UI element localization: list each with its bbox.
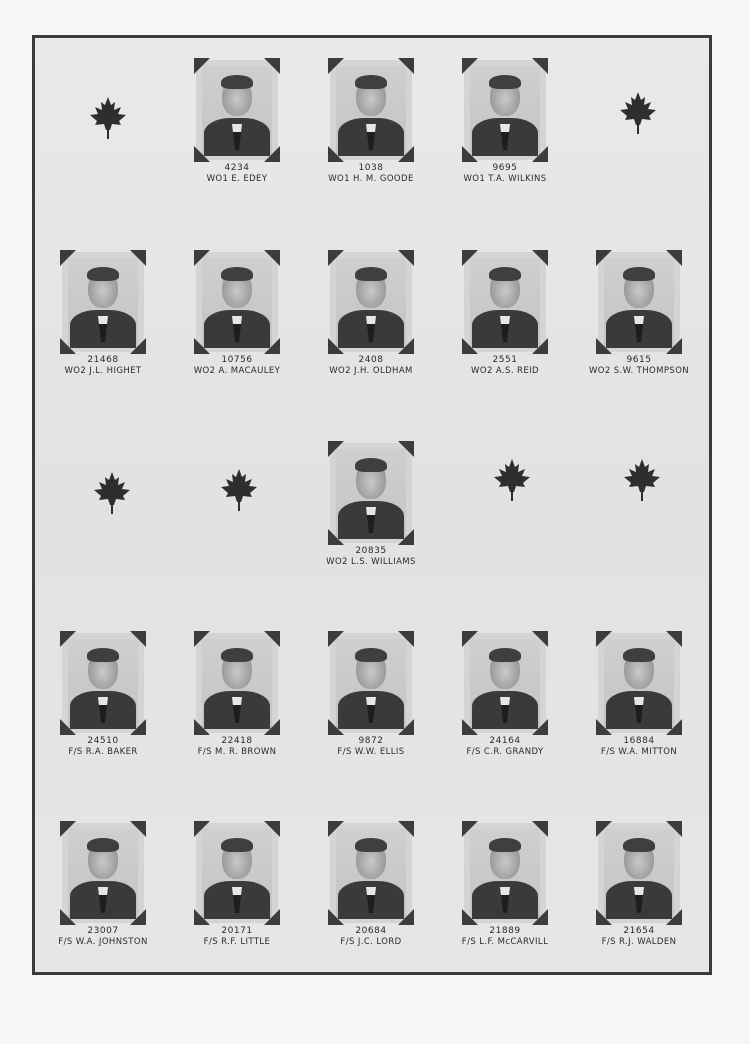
rank-and-name: WO2 J.L. HIGHET	[64, 365, 142, 376]
rank-and-name: F/S W.A. JOHNSTON	[58, 936, 148, 947]
portrait-image	[336, 66, 406, 156]
portrait-photo	[62, 633, 144, 733]
rank-and-name: F/S R.J. WALDEN	[601, 936, 677, 947]
photo-corner	[264, 146, 280, 162]
photo-corner	[596, 719, 612, 735]
service-number: 24510	[87, 736, 119, 746]
photo-corner	[328, 821, 344, 837]
photo-corner	[130, 338, 146, 354]
portrait-photo	[330, 252, 412, 352]
portrait-image	[202, 639, 272, 729]
portrait-photo	[196, 252, 278, 352]
rank-and-name: WO1 T.A. WILKINS	[463, 173, 547, 184]
rank-and-name: WO2 S.W. THOMPSON	[588, 365, 690, 376]
photo-corner	[462, 631, 478, 647]
photo-corner	[194, 909, 210, 925]
photo-corner	[398, 631, 414, 647]
photo-corner	[130, 631, 146, 647]
photo-corner	[264, 821, 280, 837]
portrait-image	[336, 829, 406, 919]
portrait-card	[311, 823, 431, 947]
portrait-card	[311, 252, 431, 376]
photo-corner	[532, 146, 548, 162]
photo-corner	[328, 146, 344, 162]
photo-corner	[398, 250, 414, 266]
portrait-caption	[445, 926, 565, 947]
rank-and-name: WO2 L.S. WILLIAMS	[326, 556, 416, 567]
photo-corner	[532, 909, 548, 925]
photo-corner	[130, 250, 146, 266]
portrait-photo	[62, 823, 144, 923]
photo-corner	[666, 631, 682, 647]
maple-leaf-icon	[618, 90, 658, 136]
photo-corner	[264, 58, 280, 74]
portrait-photo	[464, 60, 546, 160]
portrait-caption	[311, 546, 431, 567]
photo-corner	[194, 719, 210, 735]
portrait-photo	[196, 823, 278, 923]
maple-leaf-icon	[92, 470, 132, 516]
maple-leaf-icon	[88, 95, 128, 141]
photo-corner	[60, 821, 76, 837]
photo-corner	[398, 719, 414, 735]
portrait-caption	[43, 926, 163, 947]
portrait-image	[470, 258, 540, 348]
rank-and-name: F/S R.A. BAKER	[68, 746, 138, 757]
photo-corner	[60, 909, 76, 925]
photo-corner	[328, 58, 344, 74]
rank-and-name: F/S M. R. BROWN	[197, 746, 277, 757]
portrait-caption	[177, 163, 297, 184]
portrait-card	[579, 252, 699, 376]
portrait-image	[604, 829, 674, 919]
photo-corner	[596, 909, 612, 925]
photo-corner	[666, 909, 682, 925]
portrait-photo	[464, 633, 546, 733]
photo-corner	[60, 338, 76, 354]
photo-corner	[398, 821, 414, 837]
photo-corner	[666, 719, 682, 735]
service-number: 10756	[221, 355, 253, 365]
photo-corner	[60, 631, 76, 647]
photo-corner	[194, 58, 210, 74]
photo-corner	[398, 909, 414, 925]
photo-corner	[398, 58, 414, 74]
portrait-caption	[177, 926, 297, 947]
photo-corner	[596, 631, 612, 647]
portrait-image	[68, 258, 138, 348]
portrait-caption	[311, 163, 431, 184]
portrait-card	[445, 823, 565, 947]
portrait-photo	[464, 823, 546, 923]
portrait-image	[336, 258, 406, 348]
portrait-card	[177, 823, 297, 947]
portrait-caption	[579, 926, 699, 947]
portrait-caption	[445, 355, 565, 376]
portrait-image	[470, 829, 540, 919]
portrait-card	[445, 633, 565, 757]
photo-corner	[462, 58, 478, 74]
service-number: 16884	[623, 736, 655, 746]
service-number: 1038	[358, 163, 384, 173]
portrait-caption	[177, 355, 297, 376]
photo-corner	[194, 821, 210, 837]
portrait-card	[445, 252, 565, 376]
rank-and-name: F/S L.F. McCARVILL	[461, 936, 549, 947]
portrait-card	[445, 60, 565, 184]
portrait-image	[202, 258, 272, 348]
portrait-card	[311, 443, 431, 567]
portrait-caption	[43, 355, 163, 376]
photo-corner	[462, 338, 478, 354]
portrait-card	[311, 60, 431, 184]
portrait-image	[202, 66, 272, 156]
service-number: 4234	[224, 163, 250, 173]
service-number: 2551	[492, 355, 518, 365]
portrait-caption	[43, 736, 163, 757]
service-number: 20684	[355, 926, 387, 936]
photo-corner	[596, 821, 612, 837]
service-number: 24164	[489, 736, 521, 746]
photo-corner	[130, 821, 146, 837]
photo-corner	[328, 529, 344, 545]
rank-and-name: WO1 E. EDEY	[206, 173, 268, 184]
portrait-caption	[311, 355, 431, 376]
portrait-photo	[598, 252, 680, 352]
portrait-caption	[579, 736, 699, 757]
portrait-card	[43, 252, 163, 376]
photo-corner	[462, 821, 478, 837]
photo-corner	[264, 338, 280, 354]
portrait-image	[470, 639, 540, 729]
portrait-photo	[330, 823, 412, 923]
photo-corner	[462, 146, 478, 162]
service-number: 20171	[221, 926, 253, 936]
photo-corner	[532, 250, 548, 266]
photo-corner	[328, 338, 344, 354]
portrait-photo	[330, 443, 412, 543]
rank-and-name: WO1 H. M. GOODE	[328, 173, 414, 184]
portrait-caption	[311, 736, 431, 757]
photo-corner	[666, 250, 682, 266]
service-number: 2408	[358, 355, 384, 365]
portrait-card	[579, 633, 699, 757]
portrait-card	[43, 633, 163, 757]
portrait-image	[68, 639, 138, 729]
photo-corner	[194, 250, 210, 266]
rank-and-name: F/S J.C. LORD	[340, 936, 402, 947]
portrait-image	[604, 639, 674, 729]
photo-corner	[264, 909, 280, 925]
rank-and-name: WO2 A.S. REID	[471, 365, 539, 376]
photo-corner	[398, 338, 414, 354]
portrait-caption	[177, 736, 297, 757]
photo-corner	[532, 338, 548, 354]
photo-corner	[666, 821, 682, 837]
photo-corner	[130, 909, 146, 925]
photo-corner	[532, 58, 548, 74]
photo-corner	[398, 146, 414, 162]
portrait-image	[470, 66, 540, 156]
service-number: 20835	[355, 546, 387, 556]
photo-corner	[532, 719, 548, 735]
photo-corner	[462, 719, 478, 735]
service-number: 21468	[87, 355, 119, 365]
maple-leaf-icon	[492, 457, 532, 503]
portrait-image	[336, 639, 406, 729]
photo-corner	[130, 719, 146, 735]
service-number: 9695	[492, 163, 518, 173]
portrait-image	[202, 829, 272, 919]
photo-corner	[532, 821, 548, 837]
photo-corner	[532, 631, 548, 647]
photo-corner	[194, 146, 210, 162]
portrait-card	[177, 60, 297, 184]
portrait-photo	[330, 60, 412, 160]
photo-corner	[194, 338, 210, 354]
maple-leaf-icon	[622, 457, 662, 503]
portrait-image	[604, 258, 674, 348]
photo-corner	[596, 250, 612, 266]
photo-corner	[60, 719, 76, 735]
service-number: 22418	[221, 736, 253, 746]
photo-corner	[264, 250, 280, 266]
photo-corner	[328, 909, 344, 925]
photo-corner	[60, 250, 76, 266]
rank-and-name: WO2 J.H. OLDHAM	[329, 365, 413, 376]
rank-and-name: F/S W.A. MITTON	[600, 746, 678, 757]
portrait-card	[579, 823, 699, 947]
portrait-caption	[445, 736, 565, 757]
portrait-caption	[579, 355, 699, 376]
photo-corner	[194, 631, 210, 647]
rank-and-name: F/S W.W. ELLIS	[337, 746, 405, 757]
service-number: 9615	[626, 355, 652, 365]
photo-corner	[398, 441, 414, 457]
portrait-card	[43, 823, 163, 947]
service-number: 21654	[623, 926, 655, 936]
rank-and-name: F/S C.R. GRANDY	[466, 746, 544, 757]
rank-and-name: F/S R.F. LITTLE	[203, 936, 271, 947]
service-number: 23007	[87, 926, 119, 936]
photo-corner	[328, 441, 344, 457]
portrait-card	[311, 633, 431, 757]
portrait-image	[336, 449, 406, 539]
portrait-image	[68, 829, 138, 919]
portrait-photo	[598, 823, 680, 923]
rank-and-name: WO2 A. MACAULEY	[193, 365, 281, 376]
photo-corner	[398, 529, 414, 545]
photo-corner	[328, 719, 344, 735]
portrait-photo	[598, 633, 680, 733]
portrait-photo	[62, 252, 144, 352]
portrait-caption	[445, 163, 565, 184]
portrait-card	[177, 633, 297, 757]
portrait-photo	[464, 252, 546, 352]
service-number: 21889	[489, 926, 521, 936]
portrait-photo	[196, 633, 278, 733]
service-number: 9872	[358, 736, 384, 746]
photo-corner	[264, 631, 280, 647]
photo-corner	[596, 338, 612, 354]
photo-corner	[328, 631, 344, 647]
photo-corner	[328, 250, 344, 266]
portrait-photo	[196, 60, 278, 160]
portrait-photo	[330, 633, 412, 733]
photo-corner	[264, 719, 280, 735]
portrait-card	[177, 252, 297, 376]
maple-leaf-icon	[219, 467, 259, 513]
portrait-caption	[311, 926, 431, 947]
photo-corner	[462, 250, 478, 266]
photo-corner	[666, 338, 682, 354]
photo-corner	[462, 909, 478, 925]
